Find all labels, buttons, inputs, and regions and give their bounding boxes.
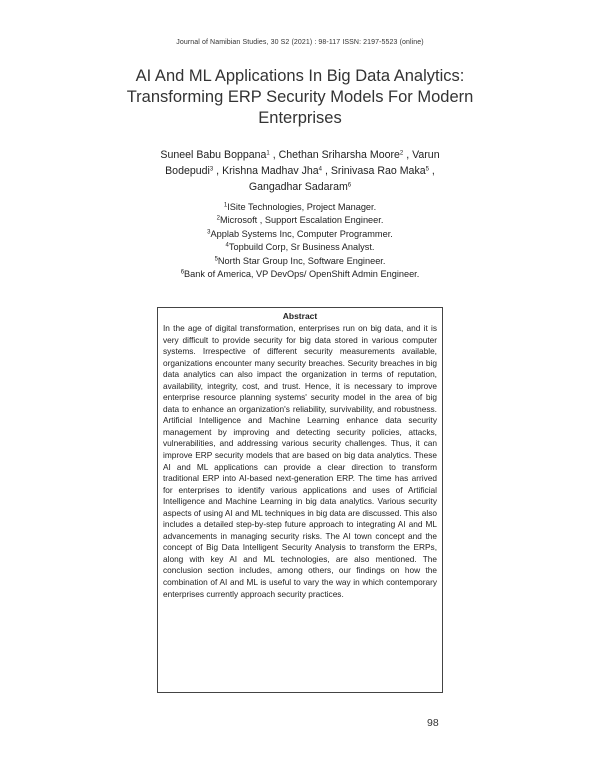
author-affiliation-marker: 4 bbox=[318, 166, 322, 173]
author-name: Krishna Madhav Jha bbox=[222, 165, 319, 177]
author-name: Srinivasa Rao Maka bbox=[330, 165, 426, 177]
author-separator: , bbox=[322, 165, 331, 177]
affiliation-item bbox=[100, 255, 500, 268]
affiliation-item bbox=[100, 241, 500, 254]
affiliation-text: Applab Systems Inc, Computer Programmer. bbox=[210, 228, 393, 239]
journal-header: Journal of Namibian Studies, 30 S2 (2021) : 98-117 ISSN: 2197-5523 (online) bbox=[176, 39, 424, 46]
affiliation-number: 1 bbox=[223, 202, 228, 209]
abstract-text: In the age of digital transformation, enterprises run on big data, and it is very difficult to provide security for big data stored in various computer systems. Irrespective of different security measurements available, organizations encounter many security breaches. Security breaches in big data analytics can also impact the organization in terms of reputation, availability, integrity, cost, and trust. Hence, it is necessary to improve enterprise resource planning systems' security model in the area of big data to enhance an organization's reliability, survivability, and robustness. Artificial Intelligence and Machine Learning enhance data security management by improving and detecting security policies, attacks, vulnerabilities, and addressing various security challenges. Thus, it can improve ERP security models that are based on big data analytics. These AI and ML applications can provide a clear direction to transform traditional ERP into AI-based next-generation ERP. The time has arrived for enterprises to identify various applications and uses of Artificial Intelligence and Machine Learning in big data analytics. Various security aspects of using AI and ML techniques in big data are discussed. This also includes a detailed step-by-step future approach to integrating AI and ML advancements in managing security risks. The AI town concept and the concept of Big Data Intelligent Security Analysis to transform the ERPs, along with key AI and ML technologies, are also mentioned. The conclusion section includes, among others, our findings on how the combination of AI and ML is useful to vary the way in which contemporary enterprises currently approach security practices. bbox=[163, 323, 437, 599]
author-list bbox=[140, 147, 460, 195]
author-separator: , bbox=[213, 165, 223, 177]
author-separator: , bbox=[269, 149, 279, 161]
affiliation-item bbox=[100, 201, 500, 214]
author-name: Chethan Sriharsha Moore bbox=[278, 149, 400, 161]
affiliation-number: 3 bbox=[207, 229, 211, 236]
affiliation-text: Microsoft , Support Escalation Engineer. bbox=[219, 215, 384, 226]
affiliation-item bbox=[100, 214, 500, 227]
affiliation-item bbox=[100, 228, 500, 241]
author-name: Gangadhar Sadaram bbox=[248, 181, 348, 193]
affiliation-list bbox=[100, 201, 500, 281]
paper-title: AI And ML Applications In Big Data Analytics: Transforming ERP Security Models For Modern Enterprises bbox=[126, 67, 474, 127]
affiliation-text: North Star Group Inc, Software Engineer. bbox=[217, 255, 386, 266]
author-affiliation-marker: 3 bbox=[209, 166, 214, 173]
author-affiliation-marker: 1 bbox=[266, 150, 270, 157]
page-number: 98 bbox=[427, 717, 439, 729]
affiliation-text: Topbuild Corp, Sr Business Analyst. bbox=[228, 242, 375, 253]
affiliation-item bbox=[100, 268, 500, 281]
author-name: Varun Bodepudi bbox=[165, 149, 440, 177]
affiliation-number: 2 bbox=[216, 215, 220, 222]
author-name: Suneel Babu Boppana bbox=[160, 149, 267, 161]
affiliation-text: ISite Technologies, Project Manager. bbox=[227, 202, 377, 212]
author-separator: , bbox=[403, 149, 413, 161]
abstract-heading: Abstract bbox=[282, 311, 318, 321]
author-affiliation-marker: 2 bbox=[399, 150, 404, 157]
author-separator: , bbox=[428, 165, 435, 177]
affiliation-number: 5 bbox=[214, 256, 218, 263]
affiliation-number: 4 bbox=[225, 242, 229, 249]
affiliation-text: Bank of America, VP DevOps/ OpenShift Admin Engineer. bbox=[184, 269, 420, 280]
abstract-box bbox=[157, 307, 443, 693]
author-affiliation-marker: 5 bbox=[425, 166, 429, 173]
author-affiliation-marker: 6 bbox=[347, 182, 352, 189]
affiliation-number: 6 bbox=[180, 269, 185, 276]
